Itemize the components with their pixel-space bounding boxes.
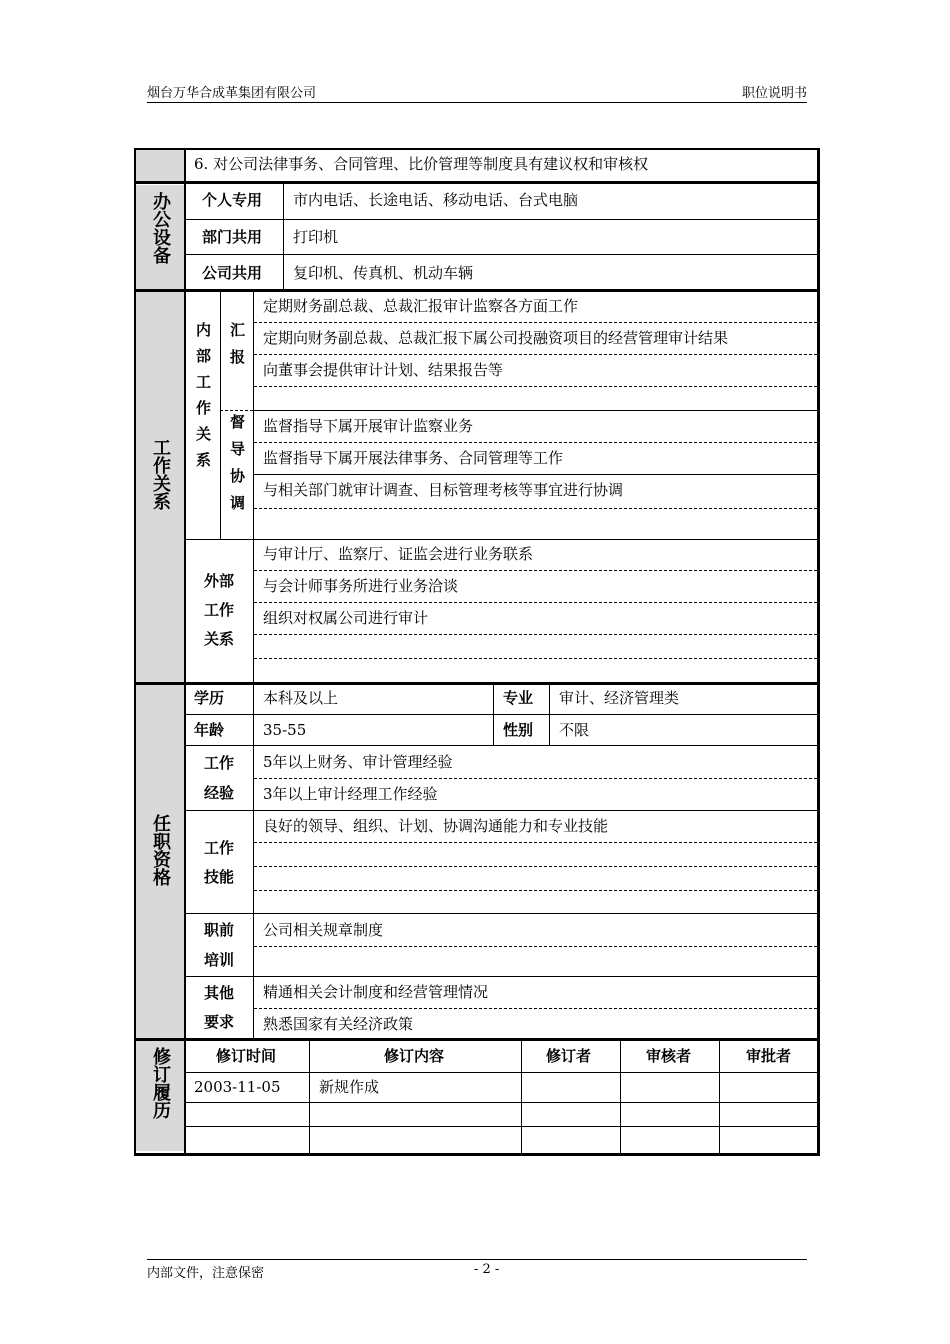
supervise-item: 监督指导下属开展审计监察业务 [263, 417, 474, 435]
age-value: 35-55 [263, 721, 307, 739]
other-label-2: 要求 [204, 1013, 235, 1031]
qualifications-section-label: 任职资格 [150, 814, 171, 886]
authority-item: 6. 对公司法律事务、合同管理、比价管理等制度具有建议权和审核权 [194, 155, 649, 173]
section-rule [136, 1038, 817, 1041]
report-item: 定期财务副总裁、总裁汇报审计监察各方面工作 [263, 297, 579, 315]
relations-section-label: 工作关系 [150, 438, 171, 510]
other-item: 熟悉国家有关经济政策 [263, 1015, 414, 1033]
equipment-dept-value: 打印机 [293, 228, 339, 246]
training-label-1: 职前 [204, 921, 235, 939]
footer-page-number: - 2 - [474, 1262, 500, 1277]
other-item: 精通相关会计制度和经营管理情况 [263, 983, 489, 1001]
header-company: 烟台万华合成革集团有限公司 [147, 86, 317, 101]
row-rule [185, 219, 817, 220]
dashed-rule [254, 602, 817, 603]
rev-col-reviser: 修订者 [546, 1047, 592, 1065]
external-label-2: 工作 [204, 601, 235, 619]
rev-col-content: 修订内容 [384, 1047, 445, 1065]
row-rule [185, 810, 817, 811]
internal-sub-rule [220, 410, 253, 411]
external-item: 与会计师事务所进行业务洽谈 [263, 577, 459, 595]
dashed-rule [254, 866, 817, 867]
rev-col-date: 修订时间 [216, 1047, 277, 1065]
rev-row-date: 2003-11-05 [194, 1078, 281, 1096]
experience-item: 5年以上财务、审计管理经验 [263, 753, 453, 771]
dashed-rule [254, 658, 817, 659]
supervise-item: 与相关部门就审计调查、目标管理考核等事宜进行协调 [263, 481, 624, 499]
row-rule [185, 539, 817, 540]
row-rule [185, 745, 817, 746]
skills-label-2: 技能 [204, 868, 235, 886]
education-value: 本科及以上 [263, 689, 339, 707]
dashed-rule [254, 570, 817, 571]
gender-value: 不限 [559, 721, 590, 739]
header-doc-title: 职位说明书 [741, 86, 807, 101]
experience-item: 3年以上审计经理工作经验 [263, 785, 438, 803]
report-label: 汇报 [228, 322, 246, 376]
row-rule [185, 254, 817, 255]
section-divider [184, 150, 186, 1153]
experience-label-1: 工作 [204, 754, 235, 772]
footer-rule [147, 1259, 807, 1260]
dashed-rule [254, 442, 817, 443]
report-item: 定期向财务副总裁、总裁汇报下属公司投融资项目的经营管理审计结果 [263, 329, 729, 347]
equipment-dept-label: 部门共用 [202, 228, 263, 246]
other-label-1: 其他 [204, 984, 235, 1002]
equipment-company-label: 公司共用 [202, 264, 263, 282]
dashed-rule [254, 634, 817, 635]
skills-item: 良好的领导、组织、计划、协调沟通能力和专业技能 [263, 817, 609, 835]
skills-label-1: 工作 [204, 839, 235, 857]
rev-col-divider [521, 1041, 522, 1153]
age-label: 年龄 [194, 721, 225, 739]
row-rule [254, 474, 817, 475]
section-rule [136, 682, 817, 685]
training-label-2: 培训 [204, 951, 235, 969]
training-item: 公司相关规章制度 [263, 921, 384, 939]
internal-item-divider [253, 292, 254, 540]
section-rule [136, 181, 817, 184]
header-rule [147, 102, 807, 103]
qual-mid-divider [493, 685, 494, 745]
row-rule [185, 1072, 817, 1073]
equipment-personal-label: 个人专用 [202, 191, 263, 209]
report-item: 向董事会提供审计计划、结果报告等 [263, 361, 504, 379]
section-cell-bg [136, 150, 184, 182]
major-value: 审计、经济管理类 [559, 689, 680, 707]
external-item: 与审计厅、监察厅、证监会进行业务联系 [263, 545, 534, 563]
dashed-rule [254, 778, 817, 779]
equipment-section-label: 办公设备 [150, 192, 171, 264]
dashed-rule [254, 354, 817, 355]
qual-label-divider [253, 685, 254, 1041]
equipment-company-value: 复印机、传真机、机动车辆 [293, 264, 474, 282]
dashed-rule [254, 946, 817, 947]
row-rule [185, 913, 817, 914]
external-label-1: 外部 [204, 572, 235, 590]
gender-label: 性别 [503, 721, 534, 739]
row-rule [185, 1126, 817, 1127]
qual-mid-divider-2 [549, 685, 550, 745]
internal-relations-label: 内部工作关系 [194, 322, 212, 478]
experience-label-2: 经验 [204, 784, 235, 802]
row-rule [185, 1102, 817, 1103]
education-label: 学历 [194, 689, 225, 707]
external-item: 组织对权属公司进行审计 [263, 609, 429, 627]
dashed-rule [254, 842, 817, 843]
external-divider [253, 540, 254, 683]
rev-col-divider [309, 1041, 310, 1153]
dashed-rule [254, 1008, 817, 1009]
job-description-table [134, 148, 820, 1156]
supervise-label: 督导协调 [228, 414, 246, 522]
equipment-personal-value: 市内电话、长途电话、移动电话、台式电脑 [293, 191, 579, 209]
dashed-rule [254, 386, 817, 387]
section-rule [136, 289, 817, 292]
equipment-label-divider [283, 184, 284, 291]
footer-confidential: 内部文件，注意保密 [147, 1266, 265, 1281]
rev-col-approver: 审批者 [746, 1047, 792, 1065]
major-label: 专业 [503, 689, 534, 707]
dashed-rule [254, 890, 817, 891]
rev-row-content: 新规作成 [319, 1078, 380, 1096]
supervise-item: 监督指导下属开展法律事务、合同管理等工作 [263, 449, 564, 467]
internal-subdivider [220, 292, 221, 540]
rev-col-divider [719, 1041, 720, 1153]
revision-section-label: 修订履历 [150, 1047, 171, 1119]
external-label-3: 关系 [204, 630, 235, 648]
row-rule [185, 976, 817, 977]
dashed-rule [254, 508, 817, 509]
dashed-rule [254, 322, 817, 323]
row-rule [254, 410, 817, 411]
row-rule [185, 714, 817, 715]
rev-col-reviewer: 审核者 [646, 1047, 692, 1065]
rev-col-divider [620, 1041, 621, 1153]
